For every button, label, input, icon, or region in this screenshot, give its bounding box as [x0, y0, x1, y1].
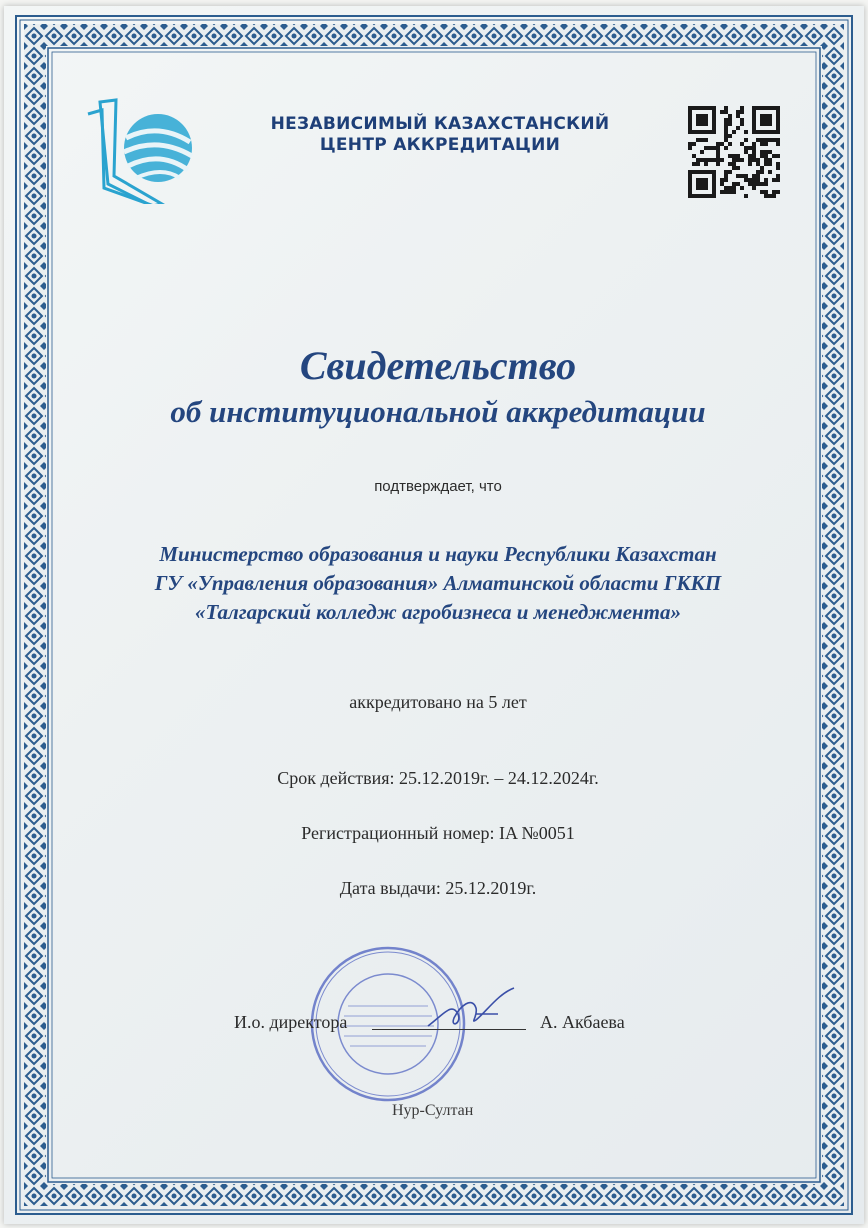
institution-line-2: ГУ «Управления образования» Алматинской области ГККП: [154, 571, 722, 595]
signatory-name: А. Акбаева: [540, 1012, 625, 1032]
certificate-title: Свидетельство: [299, 343, 577, 388]
accredited-period: аккредитовано на 5 лет: [349, 692, 527, 712]
qr-code-icon: [688, 106, 780, 198]
signatory-title: И.о. директора: [234, 1012, 348, 1032]
institution-line-1: Министерство образования и науки Республики Казахстан: [159, 542, 717, 566]
org-line-1: НЕЗАВИСИМЫЙ КАЗАХСТАНСКИЙ: [270, 114, 610, 134]
confirms-text: подтверждает, что: [374, 478, 502, 495]
issue-city: Нур-Султан: [392, 1102, 474, 1119]
validity-dates: Срок действия: 25.12.2019г. – 24.12.2024г.: [277, 768, 599, 788]
institution-name: [40, 540, 836, 627]
accreditation-center-name: [250, 114, 630, 156]
institution-line-3: «Талгарский колледж агробизнеса и менеджмента»: [194, 600, 682, 624]
handwritten-signature-icon: [424, 984, 524, 1034]
registration-number: Регистрационный номер: IA №0051: [301, 823, 575, 843]
globe-book-logo-icon: [82, 92, 202, 204]
issue-date: Дата выдачи: 25.12.2019г.: [339, 878, 537, 898]
certificate-subtitle: об институциональной аккредитации: [170, 394, 706, 429]
org-line-2: ЦЕНТР АККРЕДИТАЦИИ: [319, 135, 561, 155]
